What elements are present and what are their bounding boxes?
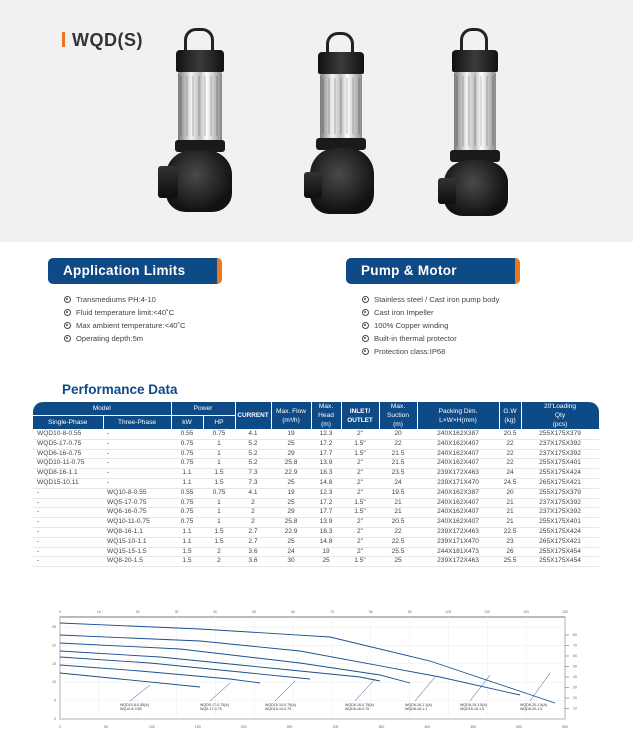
list-item: 100% Copper winding [362, 319, 499, 332]
right-tick-label: 80 [573, 633, 577, 637]
table-cell: 2" [341, 537, 379, 547]
table-cell: 255X175X454 [521, 547, 599, 557]
table-cell: 22.9 [271, 527, 311, 537]
curve-series-label: WQD15-15-1.5 [460, 707, 485, 712]
bottom-tick-label: 100 [148, 725, 155, 729]
table-cell: 2" [341, 459, 379, 469]
bullet-icon [362, 309, 369, 316]
table-cell: 1.5" [341, 508, 379, 518]
table-cell: 1 [203, 518, 235, 528]
table-cell: 2" [341, 527, 379, 537]
table-cell: 18.3 [311, 527, 341, 537]
table-cell: 29 [271, 449, 311, 459]
table-cell: WQ8-16-1.1 [103, 527, 171, 537]
table-cell: 22 [499, 439, 521, 449]
right-tick-label: 40 [573, 675, 577, 679]
table-cell: WQ10-8-0.55 [103, 488, 171, 498]
table-cell: 240X162X407 [417, 518, 499, 528]
table-cell: 1.5 [171, 547, 203, 557]
right-tick-label: 30 [573, 685, 577, 690]
table-cell: 4.1 [235, 488, 271, 498]
top-tick-label: 30 [174, 610, 179, 614]
table-cell: 1.5" [341, 498, 379, 508]
list-item: Transmediums PH:4-10 [64, 293, 186, 306]
table-cell: 0.75 [171, 459, 203, 469]
top-tick-label: 80 [368, 610, 373, 614]
top-tick-label: 20 [135, 610, 140, 614]
table-cell: 22.9 [271, 469, 311, 479]
table-cell: 21 [499, 518, 521, 528]
pump-motor-heading: Pump & Motor [346, 258, 520, 284]
pump-image-2 [300, 32, 380, 228]
table-cell: 2 [203, 557, 235, 567]
table-cell: 29 [271, 508, 311, 518]
bullet-icon [362, 348, 369, 355]
curve-series-label: WQD6-16-0.75(A) [345, 703, 374, 707]
table-cell: 17.2 [311, 439, 341, 449]
table-cell: 2" [341, 430, 379, 440]
table-cell: 25 [271, 439, 311, 449]
right-tick-label: 70 [573, 643, 577, 648]
table-cell: 239X172X463 [417, 527, 499, 537]
pump-image-3 [432, 28, 516, 228]
table-cell: 2 [235, 518, 271, 528]
curve-series-label: WQD5-17-0.75(A) [200, 703, 229, 707]
table-cell: 20 [379, 430, 417, 440]
top-tick-label: 130 [562, 610, 568, 614]
table-cell: 255X175X424 [521, 469, 599, 479]
table-cell: 1.5 [171, 557, 203, 567]
application-limits-heading: Application Limits [48, 258, 222, 284]
table-cell: 13.9 [311, 518, 341, 528]
table-cell: 240X162X407 [417, 449, 499, 459]
table-cell: - [103, 449, 171, 459]
table-cell: - [33, 527, 103, 537]
table-cell: 21 [379, 498, 417, 508]
curve-series-label: WQD8-20-1.5(A) [520, 703, 547, 707]
header-suction: Max. Suction (m) [379, 402, 417, 430]
table-cell: 24.5 [499, 478, 521, 488]
top-tick-label: 100 [445, 610, 452, 614]
table-cell: 20.5 [499, 430, 521, 440]
table-row [33, 439, 599, 449]
table-cell: 2" [341, 469, 379, 479]
table-cell: 265X175X421 [521, 478, 599, 488]
table-cell: 2.7 [235, 527, 271, 537]
bullet-icon [64, 335, 71, 342]
table-cell: 2" [341, 478, 379, 488]
curve-series-label: WQD15-10-0.75 [265, 707, 292, 712]
header-gw: G.W (kg) [499, 402, 521, 430]
header-kw: kW [171, 416, 203, 430]
table-cell: 30 [271, 557, 311, 567]
table-cell: 3.6 [235, 557, 271, 567]
table-cell: 17.2 [311, 498, 341, 508]
bottom-tick-label: 200 [240, 725, 247, 729]
list-item: Fluid temperature limit:<40˚C [64, 306, 186, 319]
table-cell: 0.75 [203, 488, 235, 498]
table-cell: - [103, 430, 171, 440]
table-cell: 21 [499, 498, 521, 508]
left-tick-label: 25 [52, 625, 56, 629]
header-flow: Max. Flow (m³/h) [271, 402, 311, 430]
table-cell: WQD15-10.11 [33, 478, 103, 488]
bottom-tick-label: 350 [378, 725, 385, 729]
left-tick-label: 0 [54, 717, 56, 721]
table-cell: 255X175X454 [521, 557, 599, 567]
table-cell: 25 [271, 478, 311, 488]
bottom-tick-label: 300 [332, 725, 339, 729]
hero-banner [0, 0, 633, 242]
table-cell: 25 [271, 498, 311, 508]
table-row [33, 469, 599, 479]
bottom-tick-label: 250 [286, 725, 293, 729]
table-cell: 24 [379, 478, 417, 488]
table-cell: 2.7 [235, 537, 271, 547]
top-tick-label: 90 [407, 610, 412, 614]
curve-series-label: WQD8-15-1.5(A) [460, 703, 487, 707]
table-cell: 2" [341, 488, 379, 498]
list-item: Cast iron Impeller [362, 306, 499, 319]
table-cell: 5.2 [235, 459, 271, 469]
curve-series-label: WQD8-16-1.1 [405, 707, 428, 712]
table-cell: 24 [271, 547, 311, 557]
right-tick-label: 50 [573, 664, 577, 669]
table-cell: 21.5 [379, 449, 417, 459]
table-cell: 2 [203, 547, 235, 557]
table-cell: WQD5-17-0.75 [33, 439, 103, 449]
left-tick-label: 5 [54, 698, 56, 703]
table-cell: - [33, 557, 103, 567]
application-limits-list [64, 293, 186, 345]
top-tick-label: 110 [484, 610, 491, 614]
bullet-icon [64, 296, 71, 303]
table-cell: 239X172X463 [417, 469, 499, 479]
table-row [33, 557, 599, 567]
table-cell: 22 [499, 449, 521, 459]
list-item: Stainless steel / Cast iron pump body [362, 293, 499, 306]
table-cell: 25.8 [271, 459, 311, 469]
bottom-tick-label: 450 [470, 725, 477, 729]
left-tick-label: 20 [52, 643, 56, 648]
table-row [33, 498, 599, 508]
table-cell: 4.1 [235, 430, 271, 440]
table-cell: 21 [379, 508, 417, 518]
header-three-phase: Three-Phase [103, 416, 171, 430]
table-cell: WQ10-11-0.75 [103, 518, 171, 528]
table-cell: 0.55 [171, 488, 203, 498]
product-title: WQD(S) [62, 30, 143, 51]
table-cell: 23.5 [379, 469, 417, 479]
table-cell: WQ15-15-1.5 [103, 547, 171, 557]
table-cell: 240X162X407 [417, 498, 499, 508]
bottom-tick-label: 50 [103, 725, 108, 729]
table-cell: 19 [271, 488, 311, 498]
table-cell: 1.1 [171, 527, 203, 537]
list-item: Operating depth:5m [64, 332, 186, 345]
header-current: CURRENT [235, 402, 271, 430]
header-head: Max. Head (m) [311, 402, 341, 430]
table-cell: WQD10-8-0.55 [33, 430, 103, 440]
bottom-tick-label: 500 [516, 725, 523, 729]
table-cell: 25 [271, 537, 311, 547]
table-cell: 240X162X407 [417, 508, 499, 518]
curve-series-label: WQD10-8-0.55(A) [120, 703, 149, 707]
table-cell: 237X175X392 [521, 439, 599, 449]
top-tick-label: 120 [523, 610, 530, 614]
table-cell: 0.75 [171, 439, 203, 449]
table-cell: 5.2 [235, 449, 271, 459]
table-cell: 2" [341, 547, 379, 557]
header-loading: 20'Loading Qty (pcs) [521, 402, 599, 430]
table-row [33, 537, 599, 547]
table-cell: WQD10-11-0.75 [33, 459, 103, 469]
table-row [33, 547, 599, 557]
table-row [33, 488, 599, 498]
list-item: Protection class:IP68 [362, 345, 499, 358]
table-cell: 2" [341, 518, 379, 528]
table-cell: - [33, 508, 103, 518]
table-row [33, 508, 599, 518]
table-cell: 237X175X392 [521, 498, 599, 508]
table-cell: WQ6-16-0.75 [103, 508, 171, 518]
table-cell: 255X175X401 [521, 518, 599, 528]
table-cell: - [33, 498, 103, 508]
table-row [33, 459, 599, 469]
table-cell: 237X175X392 [521, 449, 599, 459]
table-cell: WQ8-20-1.5 [103, 557, 171, 567]
table-cell: - [103, 439, 171, 449]
table-cell: - [103, 459, 171, 469]
header-model: Model [33, 402, 171, 416]
table-row [33, 527, 599, 537]
table-cell: 1.5 [203, 537, 235, 547]
curve-series-label: WQD6-16-0.75 [345, 707, 370, 712]
table-cell: 24 [499, 469, 521, 479]
table-cell: 1.1 [171, 537, 203, 547]
header-inlet-outlet: INLET/ OUTLET [341, 402, 379, 430]
table-cell: 240X162X407 [417, 439, 499, 449]
table-cell: 1.1 [171, 469, 203, 479]
table-cell: 1 [203, 459, 235, 469]
table-cell: 5.2 [235, 439, 271, 449]
table-cell: 22.5 [499, 527, 521, 537]
right-tick-label: 10 [573, 706, 577, 711]
curve-series-label: WQ10-8-0.55 [120, 707, 142, 712]
pump-image-1 [160, 28, 240, 228]
table-cell: WQ5-17-0.75 [103, 498, 171, 508]
top-tick-label: 50 [252, 610, 257, 614]
bullet-icon [362, 335, 369, 342]
top-tick-label: 60 [291, 610, 296, 614]
table-cell: 0.75 [171, 449, 203, 459]
table-row [33, 518, 599, 528]
table-cell: 26 [499, 547, 521, 557]
curve-series-label: WQ5-17-0.75 [200, 707, 222, 712]
table-cell: 14.8 [311, 537, 341, 547]
table-cell: 20.5 [379, 518, 417, 528]
table-cell: 1.5" [341, 449, 379, 459]
bottom-tick-label: 150 [194, 725, 201, 729]
performance-table [33, 402, 600, 567]
top-tick-label: 10 [96, 610, 101, 614]
table-cell: 12.3 [311, 430, 341, 440]
table-cell: 255X175X379 [521, 430, 599, 440]
table-cell: 21.5 [379, 459, 417, 469]
header-power: Power [171, 402, 235, 416]
bottom-tick-label: 550 [562, 725, 568, 729]
table-cell: 0.75 [171, 518, 203, 528]
table-cell: 240X162X407 [417, 459, 499, 469]
table-cell: 19.5 [379, 488, 417, 498]
table-cell: 25.8 [271, 518, 311, 528]
table-cell: 1 [203, 449, 235, 459]
header-hp: HP [203, 416, 235, 430]
table-cell: 25.5 [499, 557, 521, 567]
top-tick-label: 70 [329, 610, 334, 614]
table-row [33, 478, 599, 488]
table-cell: 21 [499, 508, 521, 518]
bullet-icon [64, 309, 71, 316]
table-cell: 255X175X379 [521, 488, 599, 498]
table-cell: 239X172X463 [417, 557, 499, 567]
table-cell: - [103, 478, 171, 488]
table-cell: 240X162X387 [417, 430, 499, 440]
table-cell: 1 [203, 439, 235, 449]
pump-motor-list [362, 293, 499, 358]
table-cell: 1.5 [203, 469, 235, 479]
table-cell: 22 [379, 439, 417, 449]
table-cell: 25 [311, 557, 341, 567]
table-cell: 2 [235, 508, 271, 518]
table-cell: 240X162X387 [417, 488, 499, 498]
table-row [33, 449, 599, 459]
table-cell: 1.1 [171, 478, 203, 488]
table-cell: 1 [203, 508, 235, 518]
performance-curve-chart [0, 605, 633, 753]
performance-data-heading: Performance Data [62, 382, 178, 397]
table-cell: 0.75 [203, 430, 235, 440]
right-tick-label: 60 [573, 654, 577, 658]
table-cell: 7.3 [235, 469, 271, 479]
table-cell: 25 [379, 557, 417, 567]
table-cell: WQ15-10-1.1 [103, 537, 171, 547]
curve-series-label: WQD15-10-0.75(A) [265, 703, 296, 707]
table-cell: 0.75 [171, 498, 203, 508]
table-cell: 3.6 [235, 547, 271, 557]
table-cell: WQD8-16-1.1 [33, 469, 103, 479]
table-cell: - [33, 547, 103, 557]
table-cell: 0.55 [171, 430, 203, 440]
left-tick-label: 15 [52, 661, 56, 666]
top-tick-label: 0 [59, 610, 61, 614]
right-tick-label: 20 [573, 696, 577, 700]
table-cell: 1.5" [341, 557, 379, 567]
table-cell: 25.5 [379, 547, 417, 557]
table-cell: 265X175X421 [521, 537, 599, 547]
left-tick-label: 10 [52, 680, 56, 685]
header-single-phase: Single-Phase [33, 416, 103, 430]
list-item: Max ambient temperature:<40˚C [64, 319, 186, 332]
table-cell: 19 [311, 547, 341, 557]
table-cell: 1.5" [341, 439, 379, 449]
bottom-tick-label: 0 [59, 725, 61, 729]
table-cell: 255X175X424 [521, 527, 599, 537]
table-cell: 17.7 [311, 449, 341, 459]
table-cell: 1 [203, 498, 235, 508]
table-cell: 23 [499, 537, 521, 547]
table-cell: 20 [499, 488, 521, 498]
table-cell: 1.5 [203, 527, 235, 537]
table-cell: 22.5 [379, 537, 417, 547]
bottom-tick-label: 400 [424, 725, 431, 729]
table-cell: 18.3 [311, 469, 341, 479]
table-cell: WQD6-16-0.75 [33, 449, 103, 459]
table-cell: 239X171X470 [417, 478, 499, 488]
curve-series-label: WQD8-16-1.1(A) [405, 703, 432, 707]
table-cell: - [33, 488, 103, 498]
table-cell: 22 [499, 459, 521, 469]
table-cell: - [103, 469, 171, 479]
top-tick-label: 40 [213, 610, 218, 614]
table-cell: 0.75 [171, 508, 203, 518]
table-cell: 239X171X470 [417, 537, 499, 547]
table-cell: - [33, 537, 103, 547]
table-cell: 255X175X401 [521, 459, 599, 469]
table-cell: 17.7 [311, 508, 341, 518]
bullet-icon [362, 322, 369, 329]
table-cell: 237X175X392 [521, 508, 599, 518]
bullet-icon [362, 296, 369, 303]
table-cell: 22 [379, 527, 417, 537]
header-packing: Packing Dim. L×W×H(mm) [417, 402, 499, 430]
bullet-icon [64, 322, 71, 329]
curve-series-label: WQD8-20-1.5 [520, 707, 543, 712]
table-cell: 244X181X473 [417, 547, 499, 557]
table-cell: 13.9 [311, 459, 341, 469]
table-cell: 7.3 [235, 478, 271, 488]
table-cell: 1.5 [203, 478, 235, 488]
list-item: Built-in thermal protector [362, 332, 499, 345]
table-cell: - [33, 518, 103, 528]
table-cell: 12.3 [311, 488, 341, 498]
table-cell: 14.8 [311, 478, 341, 488]
table-cell: 19 [271, 430, 311, 440]
table-cell: 2 [235, 498, 271, 508]
table-row [33, 430, 599, 440]
